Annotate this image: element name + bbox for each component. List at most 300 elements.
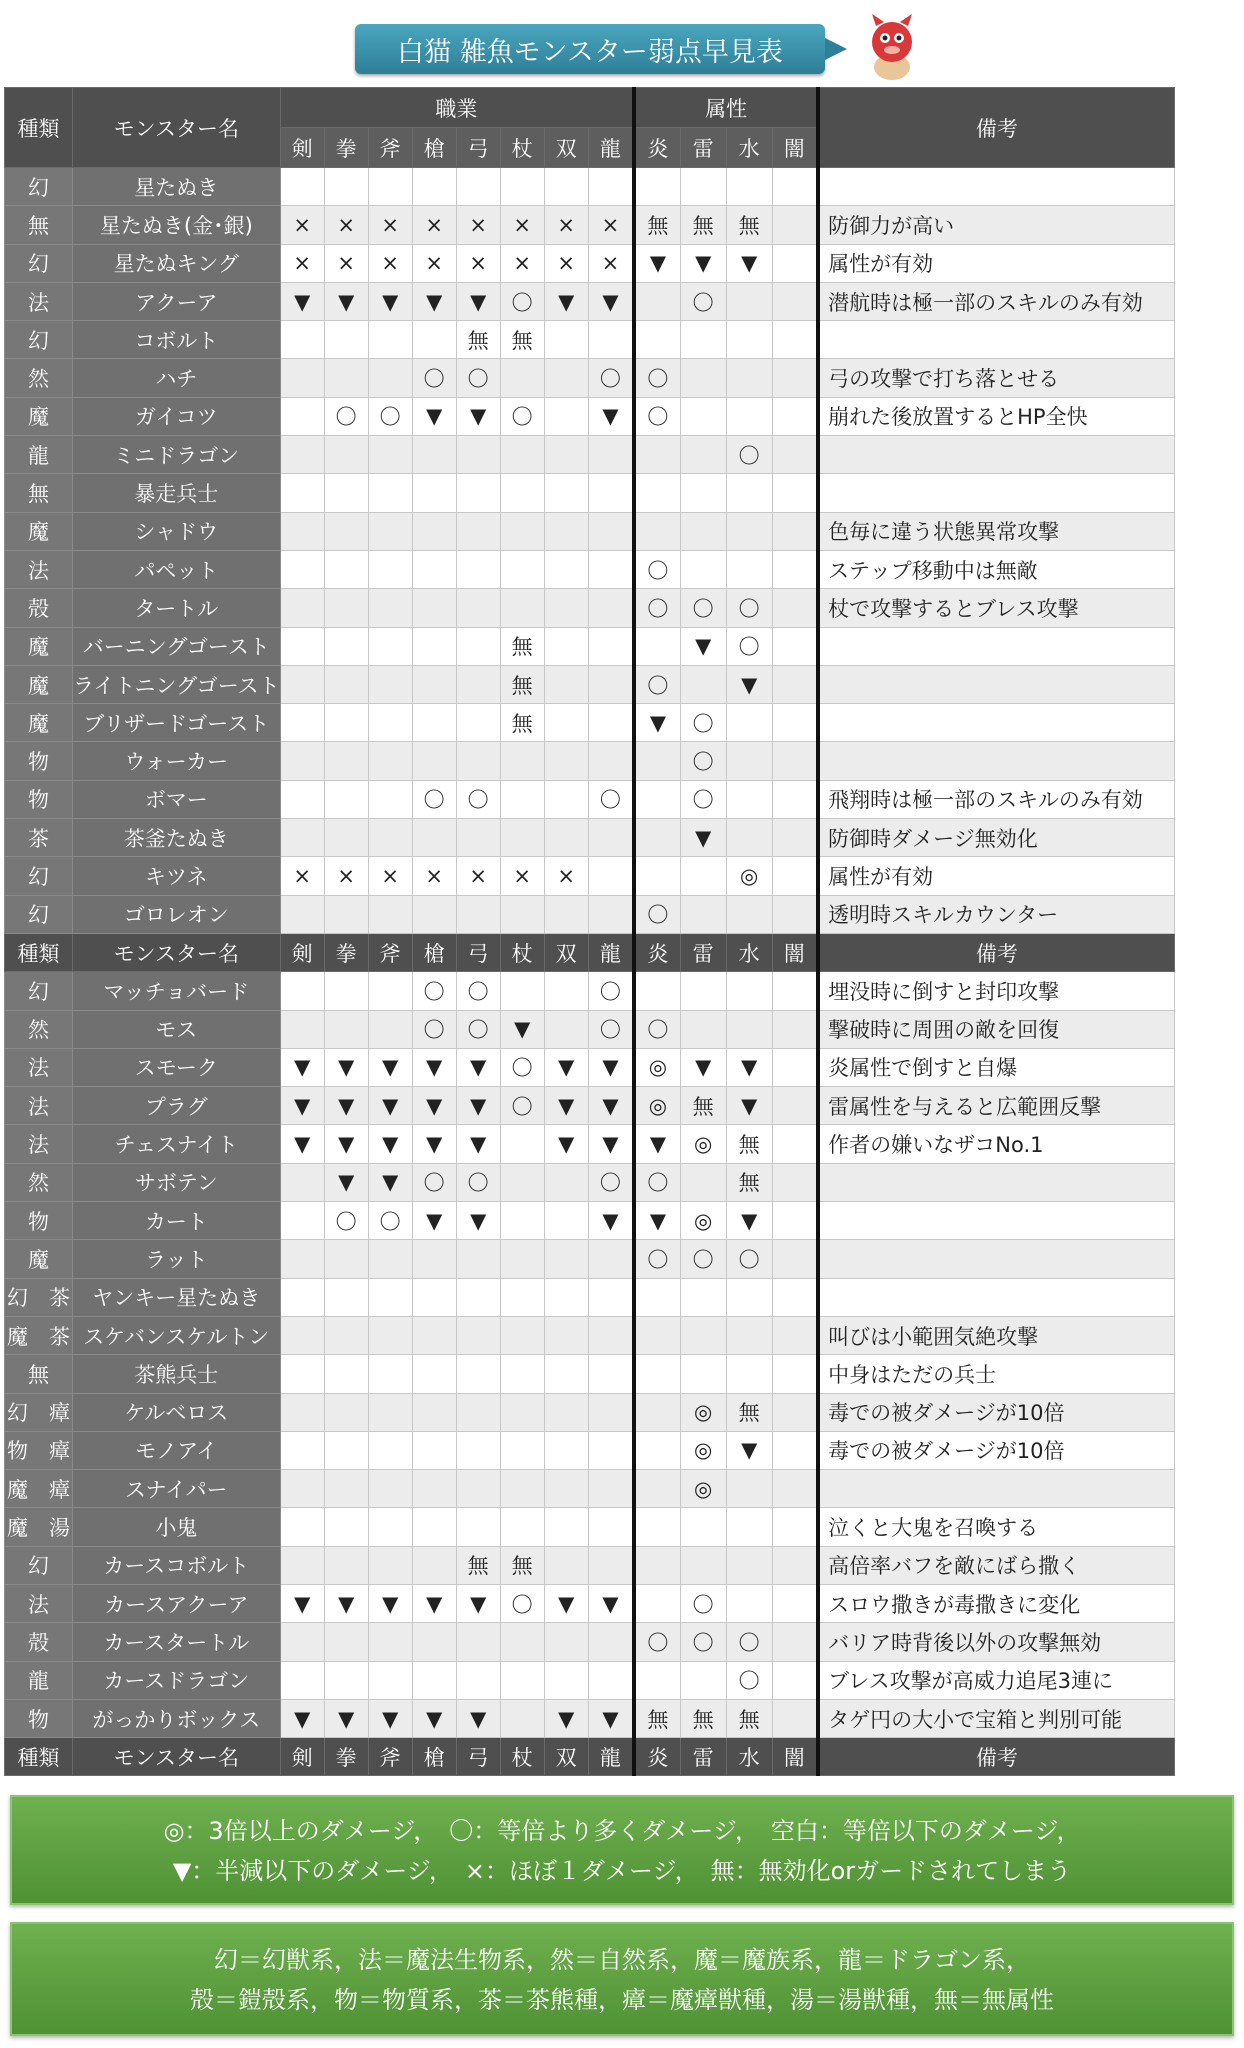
attr-weakness-cell: 〇: [634, 359, 680, 397]
table-row: [5, 704, 1175, 742]
attr-weakness-cell: [772, 1278, 818, 1316]
job-weakness-cell: [412, 1355, 456, 1393]
job-weakness-cell: ▼: [544, 1584, 588, 1622]
job-weakness-cell: ▼: [456, 1699, 500, 1737]
monster-name: 暴走兵士: [73, 474, 281, 512]
job-weakness-cell: [412, 321, 456, 359]
monster-note: 埋没時に倒すと封印攻撃: [818, 972, 1174, 1010]
job-weakness-cell: 〇: [368, 397, 412, 435]
job-weakness-cell: [368, 321, 412, 359]
attr-weakness-cell: [680, 1546, 726, 1584]
column-header: 龍: [588, 933, 634, 971]
kind-legend-line-2: 殻＝鎧殻系，物＝物質系，茶＝茶熊種，瘴＝魔瘴獣種，湯＝湯獣種，無＝無属性: [190, 1986, 1054, 2014]
attr-weakness-cell: [634, 1316, 680, 1354]
attr-weakness-cell: 〇: [634, 1163, 680, 1201]
job-weakness-cell: 無: [500, 665, 544, 703]
attr-weakness-cell: [726, 550, 772, 588]
monster-note: 透明時スキルカウンター: [818, 895, 1174, 933]
attr-weakness-cell: 〇: [680, 1240, 726, 1278]
attr-weakness-cell: 〇: [726, 627, 772, 665]
monster-note: [818, 665, 1174, 703]
job-weakness-cell: [500, 1163, 544, 1201]
job-weakness-cell: ×: [368, 244, 412, 282]
job-weakness-cell: [368, 1661, 412, 1699]
attr-weakness-cell: 〇: [680, 742, 726, 780]
attr-weakness-cell: 無: [680, 1087, 726, 1125]
attr-weakness-cell: [680, 895, 726, 933]
job-weakness-cell: [500, 1355, 544, 1393]
monster-name: カースタートル: [73, 1623, 281, 1661]
monster-name: 茶熊兵士: [73, 1355, 281, 1393]
weakness-table-wrap: [4, 87, 1175, 1776]
job-weakness-cell: [588, 1278, 634, 1316]
kind-legend-line-1: 幻＝幻獣系，法＝魔法生物系，然＝自然系，魔＝魔族系，龍＝ドラゴン系，: [214, 1946, 1030, 1974]
job-weakness-cell: [588, 589, 634, 627]
monster-name: スナイパー: [73, 1470, 281, 1508]
job-weakness-cell: 〇: [324, 1202, 368, 1240]
job-weakness-cell: [280, 474, 324, 512]
attr-weakness-cell: [726, 742, 772, 780]
job-weakness-cell: [588, 1623, 634, 1661]
table-row: [5, 627, 1175, 665]
job-weakness-cell: ×: [500, 244, 544, 282]
job-weakness-cell: ×: [324, 206, 368, 244]
kind-header: 種類: [5, 88, 73, 168]
monster-note: 潜航時は極一部のスキルのみ有効: [818, 282, 1174, 320]
attr-weakness-cell: [726, 1584, 772, 1622]
symbol-legend-line-1: ◎：3倍以上のダメージ， 〇：等倍より多くダメージ， 空白：等倍以下のダメージ，: [163, 1817, 1081, 1845]
monster-note: 撃破時に周囲の敵を回復: [818, 1010, 1174, 1048]
attr-weakness-cell: [772, 397, 818, 435]
job-weakness-cell: [456, 474, 500, 512]
job-weakness-cell: [456, 550, 500, 588]
table-row: [5, 512, 1175, 550]
job-weakness-cell: ▼: [500, 1010, 544, 1048]
column-header: 双: [544, 933, 588, 971]
table-row: [5, 972, 1175, 1010]
name-header: モンスター名: [73, 88, 281, 168]
monster-name: パペット: [73, 550, 281, 588]
kind-legend: [10, 1922, 1234, 2036]
job-weakness-cell: [412, 1470, 456, 1508]
job-weakness-cell: 無: [500, 321, 544, 359]
attr-weakness-cell: [772, 1048, 818, 1086]
table-row: [5, 1470, 1175, 1508]
column-header: 剣: [280, 128, 324, 168]
job-weakness-cell: [324, 1240, 368, 1278]
job-weakness-cell: [544, 742, 588, 780]
table-row: [5, 1240, 1175, 1278]
attr-weakness-cell: ▼: [726, 1431, 772, 1469]
job-weakness-cell: [544, 1240, 588, 1278]
job-weakness-cell: [280, 1546, 324, 1584]
monster-note: [818, 474, 1174, 512]
job-weakness-cell: [500, 1699, 544, 1737]
attr-weakness-cell: 無: [680, 1699, 726, 1737]
job-weakness-cell: [368, 550, 412, 588]
job-weakness-cell: [324, 1623, 368, 1661]
job-weakness-cell: ×: [324, 244, 368, 282]
monster-name: 星たぬキング: [73, 244, 281, 282]
monster-kind: 魔: [5, 512, 73, 550]
job-weakness-cell: [324, 474, 368, 512]
job-weakness-cell: [280, 627, 324, 665]
monster-kind: 法: [5, 282, 73, 320]
job-weakness-cell: [544, 627, 588, 665]
monster-note: [818, 1202, 1174, 1240]
table-row: [5, 665, 1175, 703]
job-weakness-cell: 〇: [588, 780, 634, 818]
column-header: 拳: [324, 933, 368, 971]
job-weakness-cell: [280, 780, 324, 818]
job-weakness-cell: [412, 895, 456, 933]
job-weakness-cell: ▼: [324, 1125, 368, 1163]
monster-note: 作者の嫌いなザコNo.1: [818, 1125, 1174, 1163]
job-weakness-cell: [324, 436, 368, 474]
job-weakness-cell: 無: [500, 704, 544, 742]
job-weakness-cell: ▼: [280, 1048, 324, 1086]
column-header: 双: [544, 128, 588, 168]
job-weakness-cell: [280, 321, 324, 359]
job-weakness-cell: [588, 1546, 634, 1584]
job-weakness-cell: [544, 1393, 588, 1431]
job-weakness-cell: ▼: [412, 397, 456, 435]
job-weakness-cell: ▼: [324, 1699, 368, 1737]
attr-weakness-cell: [680, 359, 726, 397]
job-weakness-cell: ▼: [456, 282, 500, 320]
column-header: 双: [544, 1738, 588, 1776]
monster-name: アクーア: [73, 282, 281, 320]
attr-weakness-cell: [726, 1278, 772, 1316]
job-weakness-cell: ▼: [368, 1699, 412, 1737]
monster-kind: 茶: [5, 819, 73, 857]
job-weakness-cell: [412, 589, 456, 627]
attr-weakness-cell: [680, 474, 726, 512]
attr-weakness-cell: [772, 550, 818, 588]
table-row: [5, 1623, 1175, 1661]
job-weakness-cell: [412, 1661, 456, 1699]
monster-kind: 幻: [5, 895, 73, 933]
table-row: [5, 895, 1175, 933]
job-weakness-cell: [456, 742, 500, 780]
job-weakness-cell: [368, 1355, 412, 1393]
job-weakness-cell: [544, 512, 588, 550]
attr-weakness-cell: 〇: [634, 665, 680, 703]
attr-weakness-cell: [680, 397, 726, 435]
job-weakness-cell: [280, 1010, 324, 1048]
attr-weakness-cell: [726, 359, 772, 397]
attr-weakness-cell: [772, 168, 818, 206]
job-weakness-cell: [588, 436, 634, 474]
job-weakness-cell: ▼: [544, 1087, 588, 1125]
monster-note: 弓の攻撃で打ち落とせる: [818, 359, 1174, 397]
job-weakness-cell: 〇: [412, 359, 456, 397]
monster-note: [818, 1470, 1174, 1508]
job-weakness-cell: ▼: [280, 1125, 324, 1163]
attr-weakness-cell: 無: [634, 1699, 680, 1737]
column-header: 雷: [680, 128, 726, 168]
monster-note: 高倍率バフを敵にばら撒く: [818, 1546, 1174, 1584]
job-weakness-cell: [280, 742, 324, 780]
monster-note: [818, 321, 1174, 359]
job-weakness-cell: [368, 895, 412, 933]
job-weakness-cell: [588, 512, 634, 550]
job-weakness-cell: 〇: [500, 282, 544, 320]
monster-note: 毒での被ダメージが10倍: [818, 1393, 1174, 1431]
job-weakness-cell: ×: [412, 244, 456, 282]
table-row: [5, 1278, 1175, 1316]
job-weakness-cell: ▼: [588, 1202, 634, 1240]
monster-name: サボテン: [73, 1163, 281, 1201]
job-weakness-cell: ▼: [456, 1125, 500, 1163]
attr-weakness-cell: ▼: [680, 819, 726, 857]
job-weakness-cell: [280, 1508, 324, 1546]
job-weakness-cell: [588, 704, 634, 742]
monster-name: ケルベロス: [73, 1393, 281, 1431]
job-weakness-cell: [368, 742, 412, 780]
monster-name: ゴロレオン: [73, 895, 281, 933]
monster-kind: 法: [5, 1584, 73, 1622]
table-row: [5, 1546, 1175, 1584]
attr-weakness-cell: [634, 857, 680, 895]
job-weakness-cell: [412, 512, 456, 550]
monster-kind: 魔: [5, 665, 73, 703]
job-weakness-cell: ▼: [368, 1584, 412, 1622]
attr-weakness-cell: ▼: [634, 1125, 680, 1163]
job-weakness-cell: ×: [544, 857, 588, 895]
attr-weakness-cell: [772, 1508, 818, 1546]
attr-weakness-cell: 〇: [680, 1584, 726, 1622]
attr-weakness-cell: [772, 589, 818, 627]
job-weakness-cell: [412, 1316, 456, 1354]
job-weakness-cell: [368, 168, 412, 206]
attr-weakness-cell: [726, 168, 772, 206]
job-weakness-cell: ▼: [588, 282, 634, 320]
attr-weakness-cell: 無: [726, 1699, 772, 1737]
attr-weakness-cell: [772, 1699, 818, 1737]
job-weakness-cell: [544, 1661, 588, 1699]
job-weakness-cell: [500, 895, 544, 933]
column-header: 槍: [412, 128, 456, 168]
job-weakness-cell: [500, 1393, 544, 1431]
table-row: [5, 1010, 1175, 1048]
attr-weakness-cell: [772, 512, 818, 550]
monster-kind: 魔: [5, 704, 73, 742]
attr-weakness-cell: 無: [634, 206, 680, 244]
job-weakness-cell: [324, 819, 368, 857]
job-weakness-cell: [588, 1470, 634, 1508]
attr-weakness-cell: 〇: [634, 1010, 680, 1048]
attr-weakness-cell: [772, 359, 818, 397]
job-weakness-cell: [324, 1470, 368, 1508]
table-row: [5, 397, 1175, 435]
attr-weakness-cell: 〇: [726, 1240, 772, 1278]
attr-weakness-cell: [680, 1010, 726, 1048]
job-weakness-cell: [456, 1508, 500, 1546]
symbol-legend-line-2: ▼：半減以下のダメージ， ×：ほぼ１ダメージ， 無：無効化orガードされてしまう: [172, 1857, 1072, 1885]
job-weakness-cell: ▼: [412, 1087, 456, 1125]
attr-weakness-cell: [680, 1163, 726, 1201]
attr-weakness-cell: 〇: [634, 1240, 680, 1278]
monster-note: 叫びは小範囲気絶攻撃: [818, 1316, 1174, 1354]
attr-weakness-cell: [726, 1470, 772, 1508]
job-weakness-cell: ▼: [280, 1087, 324, 1125]
job-weakness-cell: [456, 1355, 500, 1393]
page-title: 白猫 雑魚モンスター弱点早見表: [397, 36, 783, 68]
job-weakness-cell: [456, 168, 500, 206]
job-weakness-cell: 〇: [412, 1163, 456, 1201]
column-header: 炎: [634, 128, 680, 168]
job-weakness-cell: [368, 1546, 412, 1584]
job-weakness-cell: [280, 1202, 324, 1240]
attr-weakness-cell: [634, 819, 680, 857]
job-weakness-cell: [588, 895, 634, 933]
monster-name: プラグ: [73, 1087, 281, 1125]
job-weakness-cell: [544, 359, 588, 397]
job-weakness-cell: 無: [456, 1546, 500, 1584]
monster-note: [818, 1240, 1174, 1278]
attr-weakness-cell: ◎: [680, 1202, 726, 1240]
table-row: [5, 321, 1175, 359]
attr-weakness-cell: [772, 1546, 818, 1584]
job-weakness-cell: ▼: [588, 1048, 634, 1086]
attr-weakness-cell: ◎: [680, 1431, 726, 1469]
monster-kind: 物 瘴: [5, 1431, 73, 1469]
job-weakness-cell: [368, 359, 412, 397]
job-weakness-cell: [544, 704, 588, 742]
job-weakness-cell: [588, 1316, 634, 1354]
job-weakness-cell: 〇: [412, 780, 456, 818]
table-row: [5, 1661, 1175, 1699]
job-weakness-cell: [280, 665, 324, 703]
monster-kind: 幻: [5, 168, 73, 206]
column-header: 斧: [368, 128, 412, 168]
attr-weakness-cell: [772, 474, 818, 512]
attr-weakness-cell: [634, 512, 680, 550]
job-weakness-cell: [456, 1431, 500, 1469]
attr-weakness-cell: ▼: [634, 1202, 680, 1240]
attr-weakness-cell: 〇: [680, 1623, 726, 1661]
attr-weakness-cell: [772, 780, 818, 818]
attr-weakness-cell: [726, 321, 772, 359]
attr-weakness-cell: 無: [726, 1163, 772, 1201]
job-weakness-cell: [280, 1393, 324, 1431]
monster-kind: 幻 瘴: [5, 1393, 73, 1431]
monster-name: モス: [73, 1010, 281, 1048]
column-header: 備考: [818, 1738, 1174, 1776]
job-weakness-cell: [280, 1355, 324, 1393]
job-weakness-cell: 無: [456, 321, 500, 359]
job-weakness-cell: ▼: [280, 1699, 324, 1737]
column-header: 剣: [280, 933, 324, 971]
job-weakness-cell: ▼: [456, 1087, 500, 1125]
job-weakness-cell: 〇: [456, 1010, 500, 1048]
attr-weakness-cell: [726, 895, 772, 933]
monster-note: 泣くと大鬼を召喚する: [818, 1508, 1174, 1546]
attr-weakness-cell: 〇: [680, 780, 726, 818]
job-weakness-cell: [368, 1623, 412, 1661]
job-weakness-cell: [280, 1240, 324, 1278]
job-weakness-cell: [456, 1393, 500, 1431]
attr-weakness-cell: ▼: [680, 1048, 726, 1086]
job-weakness-cell: [588, 627, 634, 665]
job-weakness-cell: [544, 1431, 588, 1469]
job-weakness-cell: [280, 1623, 324, 1661]
column-header: 雷: [680, 1738, 726, 1776]
job-weakness-cell: ×: [456, 244, 500, 282]
attr-weakness-cell: ▼: [680, 244, 726, 282]
attr-weakness-cell: [680, 1278, 726, 1316]
monster-note: [818, 704, 1174, 742]
column-header: 闇: [772, 933, 818, 971]
attr-weakness-cell: [772, 1163, 818, 1201]
job-weakness-cell: [368, 1470, 412, 1508]
job-weakness-cell: [500, 1661, 544, 1699]
job-weakness-cell: [412, 665, 456, 703]
job-weakness-cell: [412, 474, 456, 512]
job-weakness-cell: [324, 627, 368, 665]
attr-weakness-cell: [772, 1202, 818, 1240]
attr-weakness-cell: [772, 1125, 818, 1163]
job-weakness-cell: [324, 321, 368, 359]
monster-kind: 殻: [5, 1623, 73, 1661]
job-weakness-cell: [544, 1316, 588, 1354]
monster-name: カート: [73, 1202, 281, 1240]
column-header: 斧: [368, 933, 412, 971]
attr-weakness-cell: ◎: [680, 1393, 726, 1431]
column-header: 闇: [772, 128, 818, 168]
job-weakness-cell: 〇: [500, 1087, 544, 1125]
attr-weakness-cell: [634, 627, 680, 665]
job-weakness-cell: [456, 1661, 500, 1699]
attr-weakness-cell: [634, 1584, 680, 1622]
monster-note: 杖で攻撃するとブレス攻撃: [818, 589, 1174, 627]
job-weakness-cell: ▼: [368, 282, 412, 320]
job-weakness-cell: [456, 589, 500, 627]
attr-weakness-cell: [772, 1584, 818, 1622]
job-weakness-cell: [412, 704, 456, 742]
job-weakness-cell: ×: [280, 244, 324, 282]
table-row: [5, 550, 1175, 588]
column-header: 龍: [588, 128, 634, 168]
column-header: 炎: [634, 933, 680, 971]
job-weakness-cell: [412, 1431, 456, 1469]
job-weakness-cell: [324, 1508, 368, 1546]
monster-kind: 魔: [5, 1240, 73, 1278]
job-weakness-cell: ×: [412, 206, 456, 244]
job-weakness-cell: [500, 436, 544, 474]
job-weakness-cell: 〇: [588, 359, 634, 397]
monster-kind: 幻: [5, 972, 73, 1010]
job-weakness-cell: ▼: [324, 1087, 368, 1125]
column-header: 種類: [5, 933, 73, 971]
job-weakness-cell: [588, 665, 634, 703]
monster-kind: 然: [5, 359, 73, 397]
job-weakness-cell: [456, 1470, 500, 1508]
attr-weakness-cell: [634, 474, 680, 512]
job-weakness-cell: [280, 1316, 324, 1354]
repeated-header-row: [5, 933, 1175, 971]
job-weakness-cell: 〇: [368, 1202, 412, 1240]
monster-kind: 幻: [5, 244, 73, 282]
attr-weakness-cell: [634, 1661, 680, 1699]
monster-name: 星たぬき: [73, 168, 281, 206]
attr-weakness-cell: 〇: [634, 1623, 680, 1661]
job-weakness-cell: 〇: [500, 397, 544, 435]
job-weakness-cell: [544, 1546, 588, 1584]
job-weakness-cell: [588, 474, 634, 512]
job-weakness-cell: [280, 512, 324, 550]
